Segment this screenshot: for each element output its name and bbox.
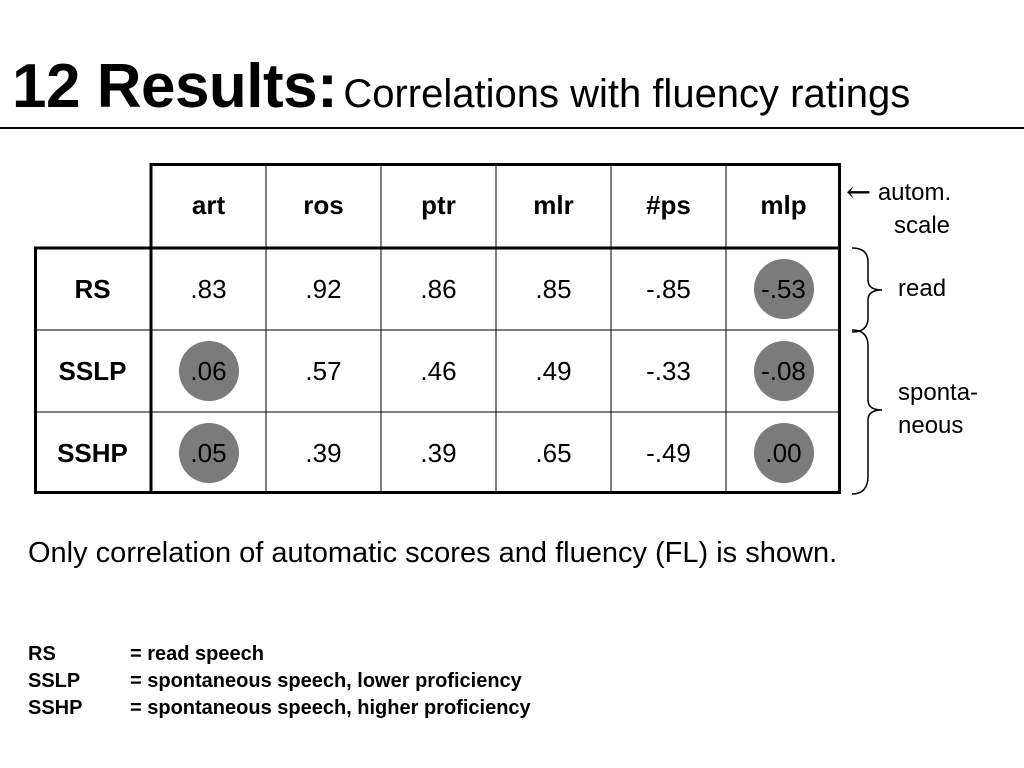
table-cell-text: .46	[420, 355, 457, 386]
autom-line1: autom.	[877, 179, 952, 206]
table-cell	[726, 248, 841, 330]
legend-abbr: RS	[28, 643, 56, 665]
table-cell	[151, 330, 266, 412]
table-cell	[611, 412, 726, 494]
table-cell-text: .57	[305, 355, 342, 386]
table-cell-text: -.08	[761, 355, 806, 386]
title-subtitle: Correlations with fluency ratings	[343, 72, 911, 116]
table-cell	[266, 330, 381, 412]
legend-abbr: SSLP	[28, 670, 81, 692]
title-main: 12 Results:	[12, 52, 338, 121]
column-header-text: ros	[303, 190, 344, 220]
legend-definition: = spontaneous speech, lower proficiency	[130, 670, 522, 692]
table-cell-text: .00	[765, 437, 802, 468]
column-header-text: #ps	[646, 190, 691, 220]
column-header-text: art	[191, 190, 226, 220]
legend-definition: = spontaneous speech, higher proficiency	[130, 697, 531, 719]
read-brace-icon	[850, 246, 890, 336]
row-header-text: SSHP	[57, 437, 128, 468]
column-header	[726, 163, 841, 248]
spont-line1: sponta-	[898, 379, 979, 406]
column-header-text: ptr	[421, 190, 456, 220]
table-cell-text: .39	[305, 437, 342, 468]
table-cell	[496, 330, 611, 412]
table-cell	[151, 412, 266, 494]
read-label: read	[898, 275, 947, 302]
table-cell	[381, 330, 496, 412]
table-cell-text: .92	[305, 273, 342, 304]
footnote-text: Only correlation of automatic scores and fluency (FL) is shown.	[28, 537, 838, 569]
table-cell	[496, 248, 611, 330]
table-cell	[151, 248, 266, 330]
column-header	[381, 163, 496, 248]
table-cell	[726, 412, 841, 494]
spont-line2: neous	[898, 412, 964, 439]
column-header-text: mlp	[760, 190, 807, 220]
table-cell	[496, 412, 611, 494]
row-header	[34, 330, 151, 412]
row-header-text: SSLP	[58, 355, 127, 386]
slide-title	[12, 52, 911, 121]
column-header	[266, 163, 381, 248]
table-cell	[266, 248, 381, 330]
table-cell-text: .85	[535, 273, 572, 304]
row-header	[34, 248, 151, 330]
autom-scale-label	[846, 176, 951, 242]
table-cell-text: -.49	[646, 437, 691, 468]
row-header	[34, 412, 151, 494]
legend-abbr: SSHP	[28, 697, 83, 719]
spontaneous-label	[898, 376, 978, 442]
left-arrow-icon: ←	[846, 175, 872, 210]
column-header	[611, 163, 726, 248]
table-cell	[611, 248, 726, 330]
table-cell-text: -.53	[761, 273, 806, 304]
table-cell-text: .39	[420, 437, 457, 468]
table-cell-text: .06	[190, 355, 227, 386]
table-cell	[726, 330, 841, 412]
spontaneous-brace-icon	[850, 328, 890, 498]
table-cell-text: -.85	[646, 273, 691, 304]
table-cell-text: -.33	[646, 355, 691, 386]
legend-definition: = read speech	[130, 643, 264, 665]
table-cell-text: .86	[420, 273, 457, 304]
column-header	[151, 163, 266, 248]
table-cell-text: .05	[190, 437, 227, 468]
row-header-text: RS	[74, 273, 111, 304]
autom-line2: scale	[894, 212, 951, 239]
correlation-table	[34, 163, 842, 496]
table-cell	[611, 330, 726, 412]
table-cell-text: .83	[190, 273, 227, 304]
column-header	[496, 163, 611, 248]
title-divider	[0, 127, 1024, 129]
table-cell-text: .49	[535, 355, 572, 386]
column-header-text: mlr	[533, 190, 574, 220]
table-cell	[266, 412, 381, 494]
table-cell-text: .65	[535, 437, 572, 468]
table-cell	[381, 248, 496, 330]
table-cell	[381, 412, 496, 494]
